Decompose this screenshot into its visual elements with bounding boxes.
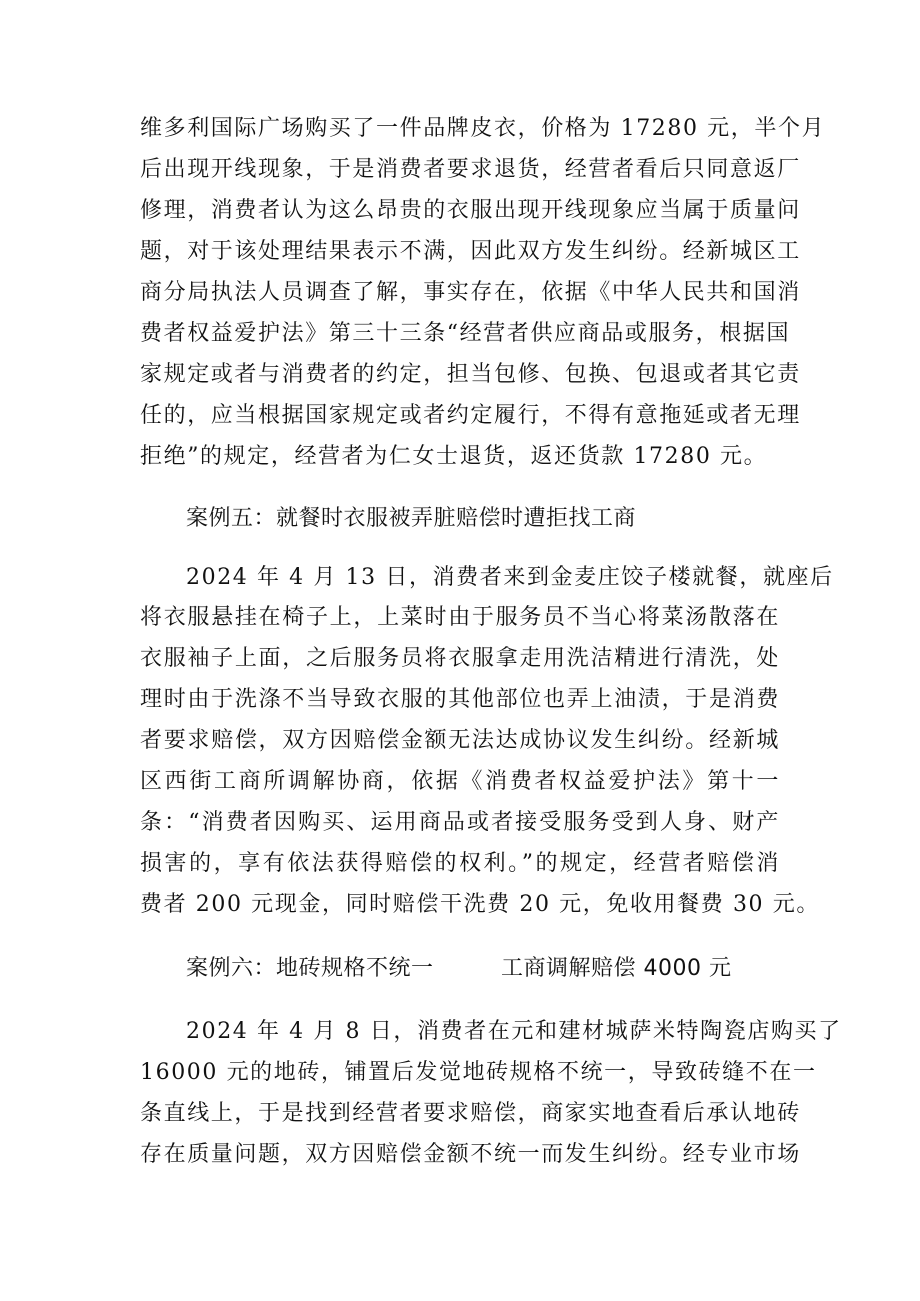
paragraph-2-line-7: 条：“消费者因购买、运用商品或者接受服务受到人身、财产 <box>140 810 780 835</box>
paragraph-3-line-3: 条直线上，于是找到经营者要求赔偿，商家实地查看后承认地砖 <box>140 1101 801 1126</box>
paragraph-2-line-9: 费者 200 元现金，同时赔偿干洗费 20 元，免收用餐费 30 元。 <box>140 892 820 917</box>
paragraph-2-line-1: 2024 年 4 月 13 日，消费者来到金麦庄饺子楼就餐，就座后 <box>186 565 834 590</box>
paragraph-2-line-6: 区西街工商所调解协商，依据《消费者权益爱护法》第十一 <box>140 769 780 794</box>
paragraph-3-line-1: 2024 年 4 月 8 日，消费者在元和建材城萨米特陶瓷店购买了 <box>186 1019 842 1044</box>
paragraph-2-line-8: 损害的，享有依法获得赔偿的权利。”的规定，经营者赔偿消 <box>140 851 780 876</box>
paragraph-1-line-7: 家规定或者与消费者的约定，担当包修、包换、包退或者其它责 <box>140 362 801 387</box>
paragraph-1-line-6: 费者权益爱护法》第三十三条“经营者供应商品或服务，根据国 <box>140 321 791 346</box>
paragraph-1-line-1: 维多利国际广场购买了一件品牌皮衣，价格为 17280 元，半个月 <box>140 116 826 141</box>
heading-case-6: 案例六：地砖规格不统一 工商调解赔偿 4000 元 <box>186 956 732 981</box>
heading-case-5: 案例五：就餐时衣服被弄脏赔偿时遭拒找工商 <box>186 506 637 531</box>
paragraph-1-line-3: 修理，消费者认为这么昂贵的衣服出现开线现象应当属于质量问 <box>140 198 801 223</box>
paragraph-2-line-4: 理时由于洗涤不当导致衣服的其他部位也弄上油渍，于是消费 <box>140 687 780 712</box>
paragraph-1-line-9: 拒绝”的规定，经营者为仁女士退货，返还货款 17280 元。 <box>140 444 768 469</box>
paragraph-1-line-8: 任的，应当根据国家规定或者约定履行，不得有意拖延或者无理 <box>140 403 801 428</box>
paragraph-3-line-4: 存在质量问题，双方因赔偿金额不统一而发生纠纷。经专业市场 <box>140 1142 801 1167</box>
paragraph-3-line-2: 16000 元的地砖，铺置后发觉地砖规格不统一，导致砖缝不在一 <box>140 1060 817 1085</box>
paragraph-1-line-5: 商分局执法人员调查了解，事实存在，依据《中华人民共和国消 <box>140 280 801 305</box>
paragraph-2-line-2: 将衣服悬挂在椅子上，上菜时由于服务员不当心将菜汤散落在 <box>140 605 780 630</box>
paragraph-2-line-5: 者要求赔偿，双方因赔偿金额无法达成协议发生纠纷。经新城 <box>140 728 780 753</box>
paragraph-2-line-3: 衣服袖子上面，之后服务员将衣服拿走用洗洁精进行清洗，处 <box>140 646 780 671</box>
paragraph-1-line-2: 后出现开线现象，于是消费者要求退货，经营者看后只同意返厂 <box>140 157 801 182</box>
paragraph-1-line-4: 题，对于该处理结果表示不满，因此双方发生纠纷。经新城区工 <box>140 239 801 264</box>
